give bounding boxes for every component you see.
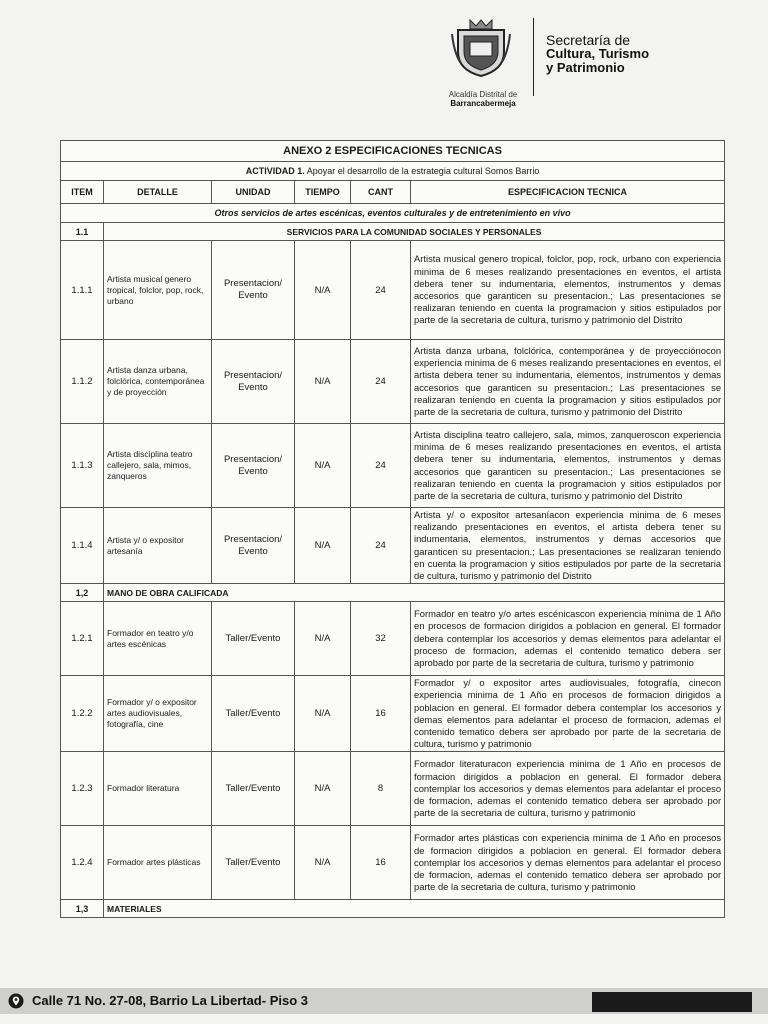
section-row xyxy=(61,900,725,918)
table-title: ANEXO 2 ESPECIFICACIONES TECNICAS xyxy=(61,141,725,162)
table-row xyxy=(61,602,725,676)
item-unidad: Taller/Evento xyxy=(212,752,295,826)
item-detalle: Formador en teatro y/o artes escénicas xyxy=(104,602,212,676)
item-detalle: Formador artes plásticas xyxy=(104,826,212,900)
item-detalle: Formador y/ o expositor artes audiovisuales, fotografía, cine xyxy=(104,676,212,752)
table-row xyxy=(61,508,725,584)
section-number: 1.1 xyxy=(61,223,104,241)
item-cant: 24 xyxy=(351,241,411,340)
item-number: 1.2.3 xyxy=(61,752,104,826)
item-unidad: Taller/Evento xyxy=(212,826,295,900)
activity-label: ACTIVIDAD 1. xyxy=(245,166,305,176)
item-especificacion: Formador artes plásticas con experiencia minima de 1 Año en procesos de formacion dirigidos a poblacion en general. El formador debera contemplar los accesorios y demas elementos para adelantar el proceso de formacion, ademas el contenido tematico debera ser aprobado por parte de la secretaria de cultura, turismo y patrimonio xyxy=(411,826,725,900)
item-tiempo: N/A xyxy=(295,508,351,584)
table-row xyxy=(61,752,725,826)
item-cant: 16 xyxy=(351,676,411,752)
item-detalle: Artista disciplina teatro callejero, sala, mimos, zanqueros xyxy=(104,424,212,508)
item-unidad: Presentacion/ Evento xyxy=(212,424,295,508)
item-number: 1.2.4 xyxy=(61,826,104,900)
secretaria-line2: Cultura, Turismo xyxy=(546,46,650,61)
section-label: MATERIALES xyxy=(104,900,725,918)
section-row xyxy=(61,584,725,602)
item-detalle: Artista danza urbana, folclórica, contemporánea y de proyección xyxy=(104,340,212,424)
section-number: 1,3 xyxy=(61,900,104,918)
item-especificacion: Artista y/ o expositor artesaníacon experiencia minima de 6 meses realizando presentaciones en eventos, el artista debera tener su indumentaria, elementos, instrumentos y demas accesorios que garanticen su presentacion.; Las presentaciones se realizaran teniendo en cuenta la programacion y sitios estipulados por parte de la secretaria de cultura, turismo y patrimonio del Distrito xyxy=(411,508,725,584)
item-especificacion: Artista disciplina teatro callejero, sala, mimos, zanqueroscon experiencia minima de 6 meses realizando presentaciones en eventos, el artista debera tener su indumentaria, elementos, instrumentos y demas accesorios que garanticen su presentacion.; Las presentaciones se realizaran teniendo en cuenta la programacion y sitios estipulados por parte de la secretaria de cultura, turismo y patrimonio del Distrito xyxy=(411,424,725,508)
table-row xyxy=(61,340,725,424)
section-label: MANO DE OBRA CALIFICADA xyxy=(104,584,725,602)
item-unidad: Presentacion/ Evento xyxy=(212,508,295,584)
header-divider xyxy=(533,18,534,96)
table-subtitle: Otros servicios de artes escénicas, eventos culturales y de entretenimiento en vivo xyxy=(61,204,725,223)
table-row xyxy=(61,424,725,508)
footer-dark-bar xyxy=(592,992,752,1012)
item-cant: 16 xyxy=(351,826,411,900)
col-unidad: UNIDAD xyxy=(212,181,295,204)
item-number: 1.2.2 xyxy=(61,676,104,752)
alcaldia-line1: Alcaldía Distrital de xyxy=(448,90,518,99)
col-especificacion: ESPECIFICACION TECNICA xyxy=(411,181,725,204)
activity-text: Apoyar el desarrollo de la estrategia cultural Somos Barrio xyxy=(306,166,540,176)
item-especificacion: Formador en teatro y/o artes escénicascon experiencia minima de 1 Año en procesos de formacion dirigidos a poblacion en general. El formador debera contemplar los accesorios y demas elementos para adelantar el proceso de formacion, ademas el contenido tematico debera ser aprobado por parte de la secretaria de cultura, turismo y patrimonio xyxy=(411,602,725,676)
item-unidad: Taller/Evento xyxy=(212,602,295,676)
item-number: 1.1.2 xyxy=(61,340,104,424)
item-especificacion: Artista danza urbana, folclórica, contemporánea y de proyecciónocon experiencia minima de 6 meses realizando presentaciones en eventos, el artista debera tener su indumentaria, elementos, instrumentos y demas accesorios que garanticen su presentacion.; Las presentaciones se realizaran teniendo en cuenta la programacion y sitios estipulados por parte de la secretaria de cultura, turismo y patrimonio del Distrito xyxy=(411,340,725,424)
footer-bar xyxy=(0,988,768,1014)
item-tiempo: N/A xyxy=(295,340,351,424)
item-unidad: Presentacion/ Evento xyxy=(212,241,295,340)
item-number: 1.1.3 xyxy=(61,424,104,508)
item-especificacion: Formador y/ o expositor artes audiovisuales, fotografía, cinecon experiencia minima de 1 Año en procesos de formacion dirigidos a poblacion en general. El formador debera contemplar los accesorios y demas elementos para adelantar el proceso de formacion, ademas el contenido tematico debera ser aprobado por parte de la secretaria de cultura, turismo y patrimonio xyxy=(411,676,725,752)
item-detalle: Artista y/ o expositor artesanía xyxy=(104,508,212,584)
table-row xyxy=(61,676,725,752)
item-tiempo: N/A xyxy=(295,602,351,676)
alcaldia-line2: Barrancabermeja xyxy=(450,99,516,108)
item-tiempo: N/A xyxy=(295,241,351,340)
table-row xyxy=(61,826,725,900)
secretaria-line3: y Patrimonio xyxy=(546,60,625,75)
item-unidad: Taller/Evento xyxy=(212,676,295,752)
item-number: 1.1.1 xyxy=(61,241,104,340)
letterhead xyxy=(438,16,728,108)
item-detalle: Artista musical genero tropical, folclor, pop, rock, urbano xyxy=(104,241,212,340)
item-tiempo: N/A xyxy=(295,424,351,508)
item-especificacion: Artista musical genero tropical, folclor, pop, rock, urbano con experiencia minima de 6 meses realizando presentaciones en eventos, el artista debera tener su indumentaria, elementos, instrumentos y demas accesorios que garanticen su presentacion.; Las presentaciones se realizaran teniendo en cuenta la programacion y sitios estipulados por parte de la secretaria de cultura, turismo y patrimonio del Distrito xyxy=(411,241,725,340)
item-number: 1.2.1 xyxy=(61,602,104,676)
col-detalle: DETALLE xyxy=(104,181,212,204)
secretaria-line1: Secretaría de xyxy=(546,32,631,48)
item-cant: 24 xyxy=(351,340,411,424)
item-unidad: Presentacion/ Evento xyxy=(212,340,295,424)
item-tiempo: N/A xyxy=(295,826,351,900)
item-cant: 32 xyxy=(351,602,411,676)
section-label: SERVICIOS PARA LA COMUNIDAD SOCIALES Y PERSONALES xyxy=(104,223,725,241)
section-row xyxy=(61,223,725,241)
item-detalle: Formador literatura xyxy=(104,752,212,826)
item-tiempo: N/A xyxy=(295,676,351,752)
section-number: 1,2 xyxy=(61,584,104,602)
item-especificacion: Formador literaturacon experiencia minima de 1 Año en procesos de formacion dirigidos a poblacion en general. El formador debera contemplar los accesorios y demas elementos para adelantar el proceso de formacion, ademas el contenido tematico debera ser aprobado por parte de la secretaria de cultura, turismo y patrimonio xyxy=(411,752,725,826)
activity-row xyxy=(61,162,725,181)
item-tiempo: N/A xyxy=(295,752,351,826)
item-number: 1.1.4 xyxy=(61,508,104,584)
col-tiempo: TIEMPO xyxy=(295,181,351,204)
col-cant: CANT xyxy=(351,181,411,204)
item-cant: 24 xyxy=(351,508,411,584)
location-pin-icon xyxy=(8,993,24,1009)
footer-address: Calle 71 No. 27-08, Barrio La Libertad- Piso 3 xyxy=(32,993,308,1008)
specifications-table xyxy=(60,140,725,918)
table-row xyxy=(61,241,725,340)
item-cant: 24 xyxy=(351,424,411,508)
coat-of-arms-icon xyxy=(450,18,512,78)
item-cant: 8 xyxy=(351,752,411,826)
col-item: ITEM xyxy=(61,181,104,204)
column-header-row xyxy=(61,181,725,204)
